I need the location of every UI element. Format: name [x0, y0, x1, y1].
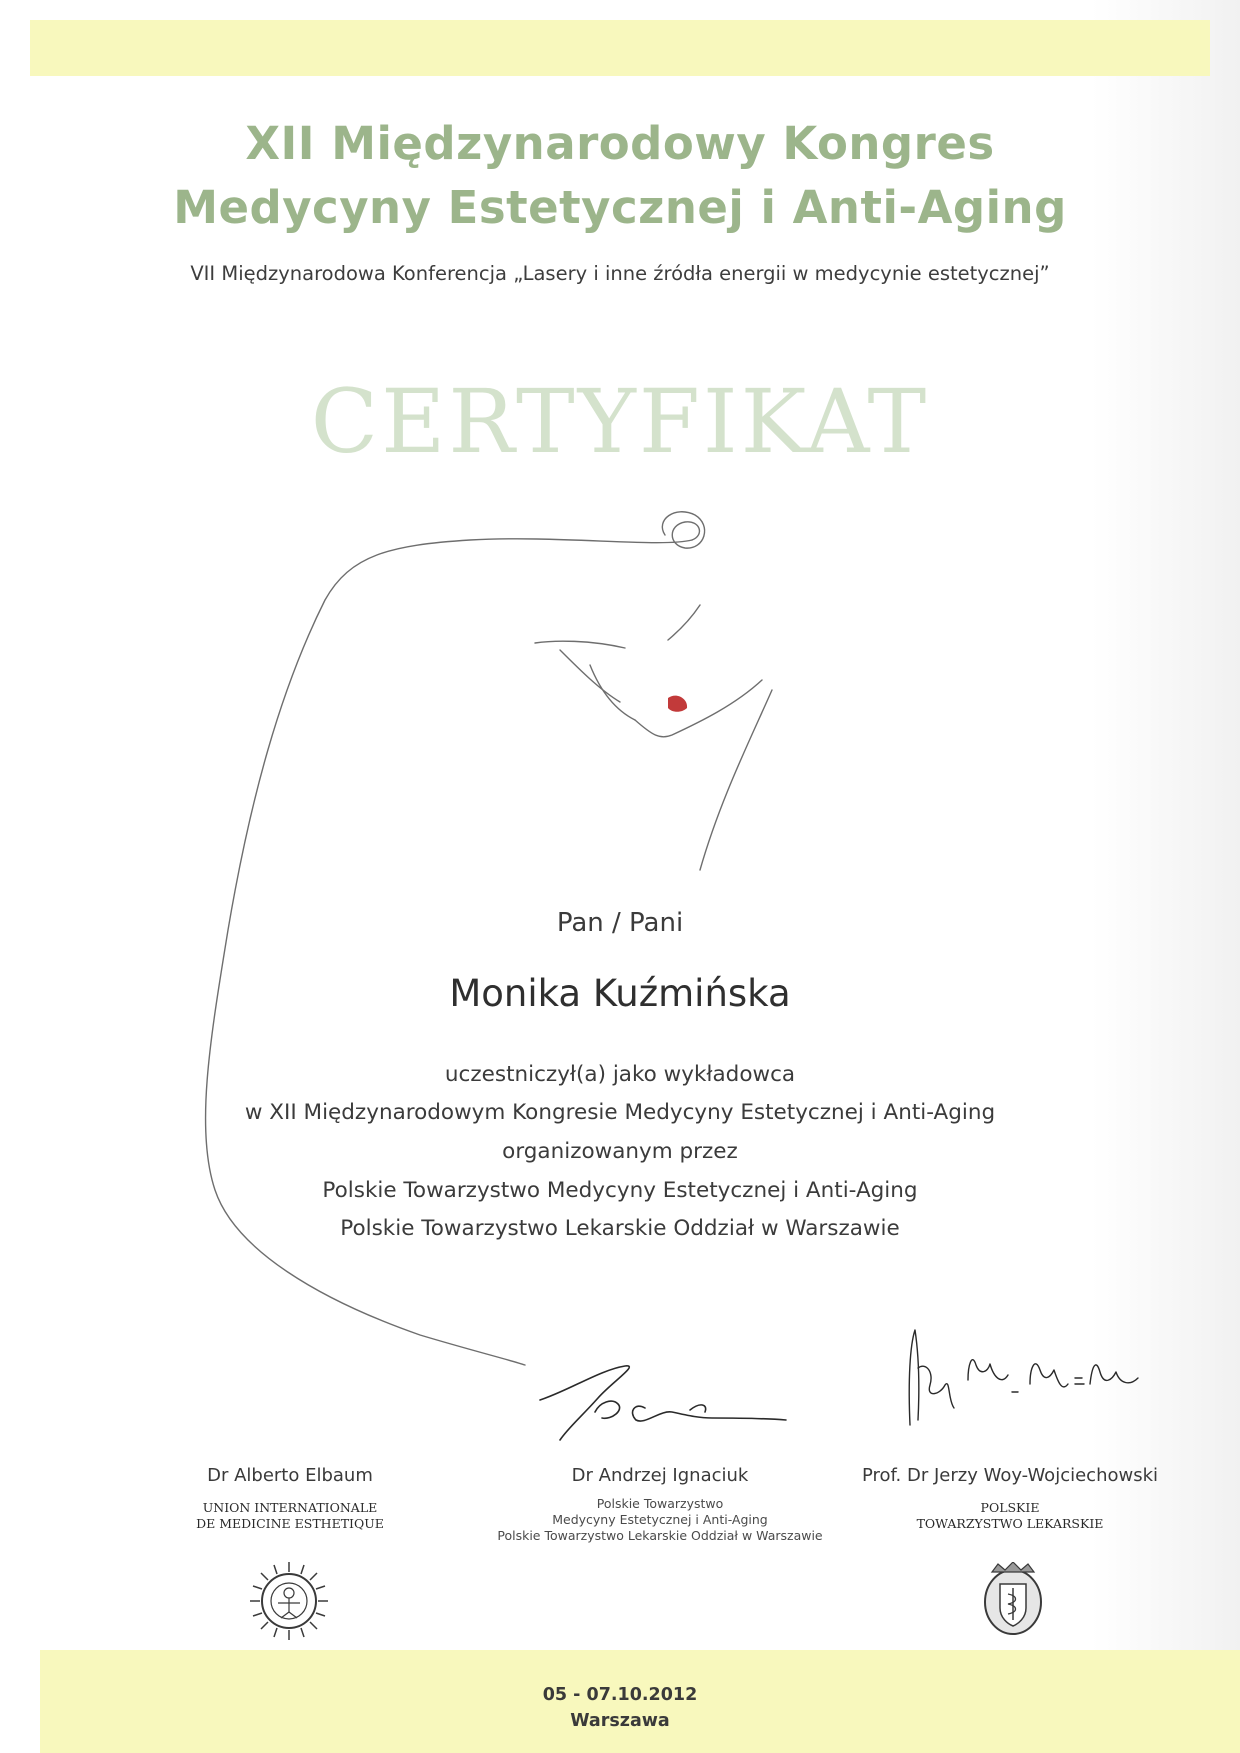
salutation: Pan / Pani	[556, 908, 684, 938]
event-city: Warszawa	[570, 1711, 670, 1731]
recipient-name: Monika Kuźmińska	[449, 972, 791, 1015]
certificate-line-1: uczestniczył(a) jako wykładowca	[444, 1062, 796, 1087]
event-footer	[0, 1682, 1240, 1734]
ptl-seal-icon	[978, 1562, 1048, 1638]
certificate-line-3: organizowanym przez	[502, 1139, 738, 1164]
signatory-name: Dr Alberto Elbaum	[207, 1465, 373, 1486]
signatory-organization	[460, 1496, 860, 1544]
signatory-name: Prof. Dr Jerzy Woy-Wojciechowski	[861, 1465, 1159, 1486]
congress-title-line-2: Medycyny Estetycznej i Anti-Aging	[173, 181, 1067, 234]
organization-line: POLSKIE	[980, 1500, 1040, 1515]
organization-line: Medycyny Estetycznej i Anti-Aging	[552, 1512, 768, 1527]
certificate-heading: CERTYFIKAT	[310, 370, 930, 473]
signature-icon	[540, 1366, 786, 1440]
event-date: 05 - 07.10.2012	[542, 1685, 698, 1705]
organization-line: DE MEDICINE ESTHETIQUE	[196, 1516, 384, 1531]
signatory-name: Dr Andrzej Ignaciuk	[571, 1465, 749, 1486]
signatory-woy-wojciechowski	[810, 1465, 1210, 1532]
signatory-elbaum	[90, 1465, 490, 1532]
certificate-line-5: Polskie Towarzystwo Lekarskie Oddział w Warszawie	[340, 1216, 900, 1241]
signatory-organization	[90, 1500, 490, 1532]
organization-line: Polskie Towarzystwo Lekarskie Oddział w Warszawie	[497, 1528, 823, 1543]
uime-seal-icon	[248, 1560, 330, 1642]
conference-subtitle: VII Międzynarodowa Konferencja „Lasery i inne źródła energii w medycynie estetycznej”	[190, 262, 1050, 285]
signature-icon	[909, 1330, 1138, 1425]
organization-line: TOWARZYSTWO LEKARSKIE	[916, 1516, 1104, 1531]
signatory-organization	[810, 1500, 1210, 1532]
organization-line: Polskie Towarzystwo	[596, 1496, 724, 1511]
signatory-ignaciuk	[460, 1465, 860, 1544]
certificate-line-4: Polskie Towarzystwo Medycyny Estetycznej i Anti-Aging	[322, 1178, 918, 1203]
congress-title-line-1: XII Międzynarodowy Kongres	[245, 117, 995, 170]
certificate-line-2: w XII Międzynarodowym Kongresie Medycyny Estetycznej i Anti-Aging	[244, 1100, 996, 1125]
organization-line: UNION INTERNATIONALE	[202, 1500, 378, 1515]
